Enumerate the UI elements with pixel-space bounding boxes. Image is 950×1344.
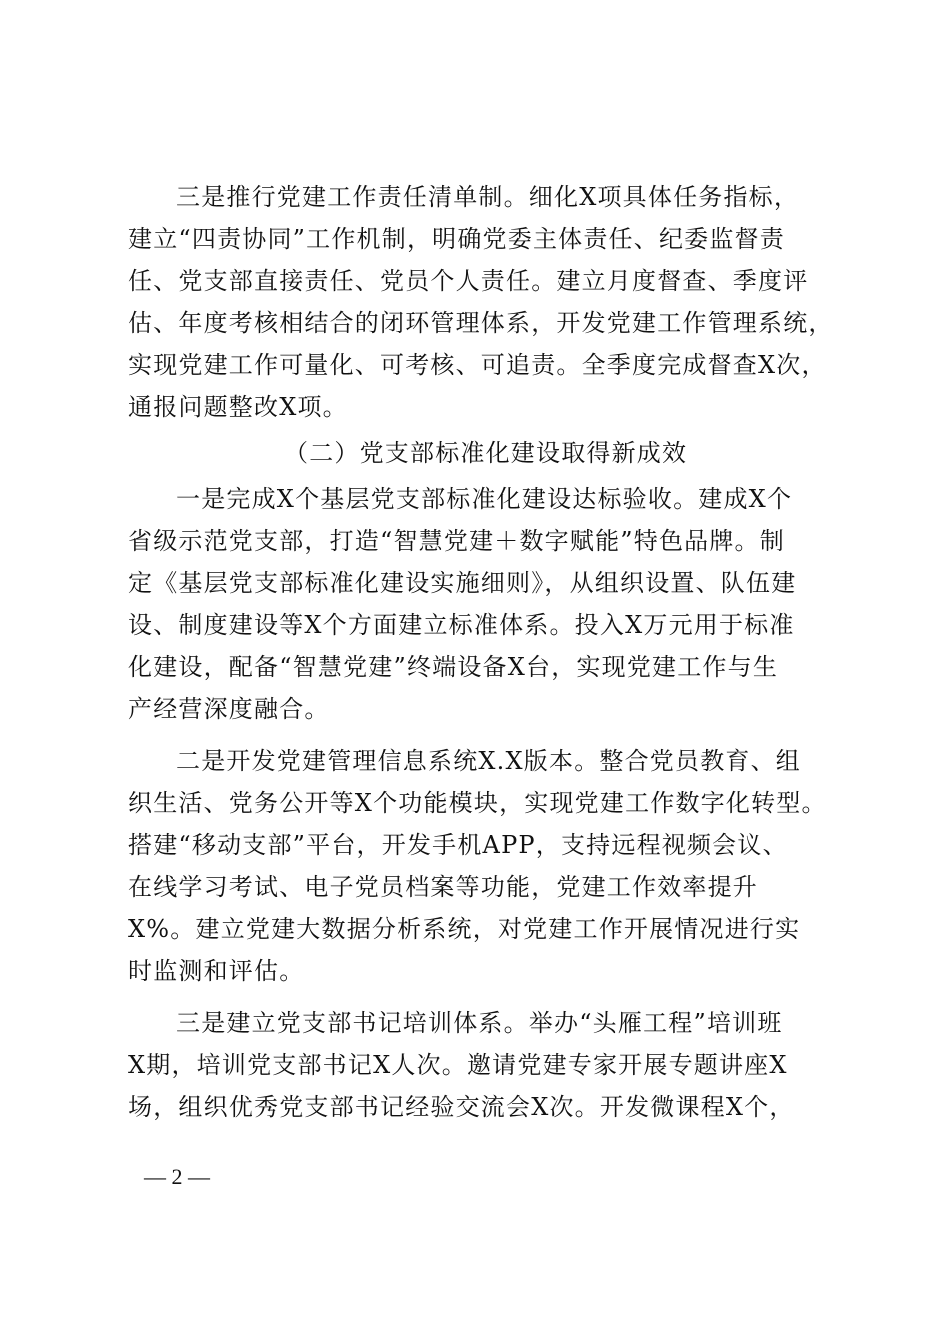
text-line: 省级示范党支部，打造“智慧党建＋数字赋能”特色品牌。制 bbox=[128, 527, 785, 555]
text-line: 二是开发党建管理信息系统X.X版本。整合党员教育、组 bbox=[176, 747, 801, 775]
document-body bbox=[128, 176, 834, 1128]
text-line: 实现党建工作可量化、可考核、可追责。全季度完成督查X次， bbox=[128, 351, 827, 379]
text-line: 场，组织优秀党支部书记经验交流会X次。开发微课程X个， bbox=[128, 1093, 795, 1121]
text-line: 搭建“移动支部”平台，开发手机APP，支持远程视频会议、 bbox=[128, 831, 788, 859]
text-line: 通报问题整改X项。 bbox=[128, 393, 348, 421]
text-line: 设、制度建设等X个方面建立标准体系。投入X万元用于标准 bbox=[128, 611, 795, 639]
text-line: 估、年度考核相结合的闭环管理体系，开发党建工作管理系统， bbox=[128, 309, 834, 337]
text-line: 时监测和评估。 bbox=[128, 957, 305, 985]
paragraph-info-system bbox=[128, 740, 828, 992]
text-line: X期，培训党支部书记X人次。邀请党建专家开展专题讲座X bbox=[128, 1051, 788, 1079]
text-line: 在线学习考试、电子党员档案等功能，党建工作效率提升 bbox=[128, 873, 758, 901]
text-line: X%。建立党建大数据分析系统，对党建工作开展情况进行实 bbox=[128, 915, 801, 943]
text-line: 任、党支部直接责任、党员个人责任。建立月度督查、季度评 bbox=[128, 267, 809, 295]
text-line: 三是推行党建工作责任清单制。细化X项具体任务指标， bbox=[176, 183, 800, 211]
section-heading: （二）党支部标准化建设取得新成效 bbox=[284, 439, 688, 467]
paragraph-gap bbox=[128, 992, 828, 1002]
paragraph-secretary-training bbox=[128, 1002, 828, 1128]
paragraph-standardization bbox=[128, 478, 828, 730]
text-line: 建立“四责协同”工作机制，明确党委主体责任、纪委监督责 bbox=[128, 225, 785, 253]
text-line: 三是建立党支部书记培训体系。举办“头雁工程”培训班 bbox=[176, 1009, 783, 1037]
text-line: 一是完成X个基层党支部标准化建设达标验收。建成X个 bbox=[176, 485, 793, 513]
text-line: 产经营深度融合。 bbox=[128, 695, 330, 723]
paragraph-responsibility-list bbox=[128, 176, 834, 428]
page-number: — 2 — bbox=[144, 1164, 210, 1189]
text-line: 化建设，配备“智慧党建”终端设备X台，实现党建工作与生 bbox=[128, 653, 779, 681]
text-line: 织生活、党务公开等X个功能模块，实现党建工作数字化转型。 bbox=[128, 789, 827, 817]
paragraph-gap bbox=[128, 730, 828, 740]
text-line: 定《基层党支部标准化建设实施细则》，从组织设置、队伍建 bbox=[128, 569, 797, 597]
